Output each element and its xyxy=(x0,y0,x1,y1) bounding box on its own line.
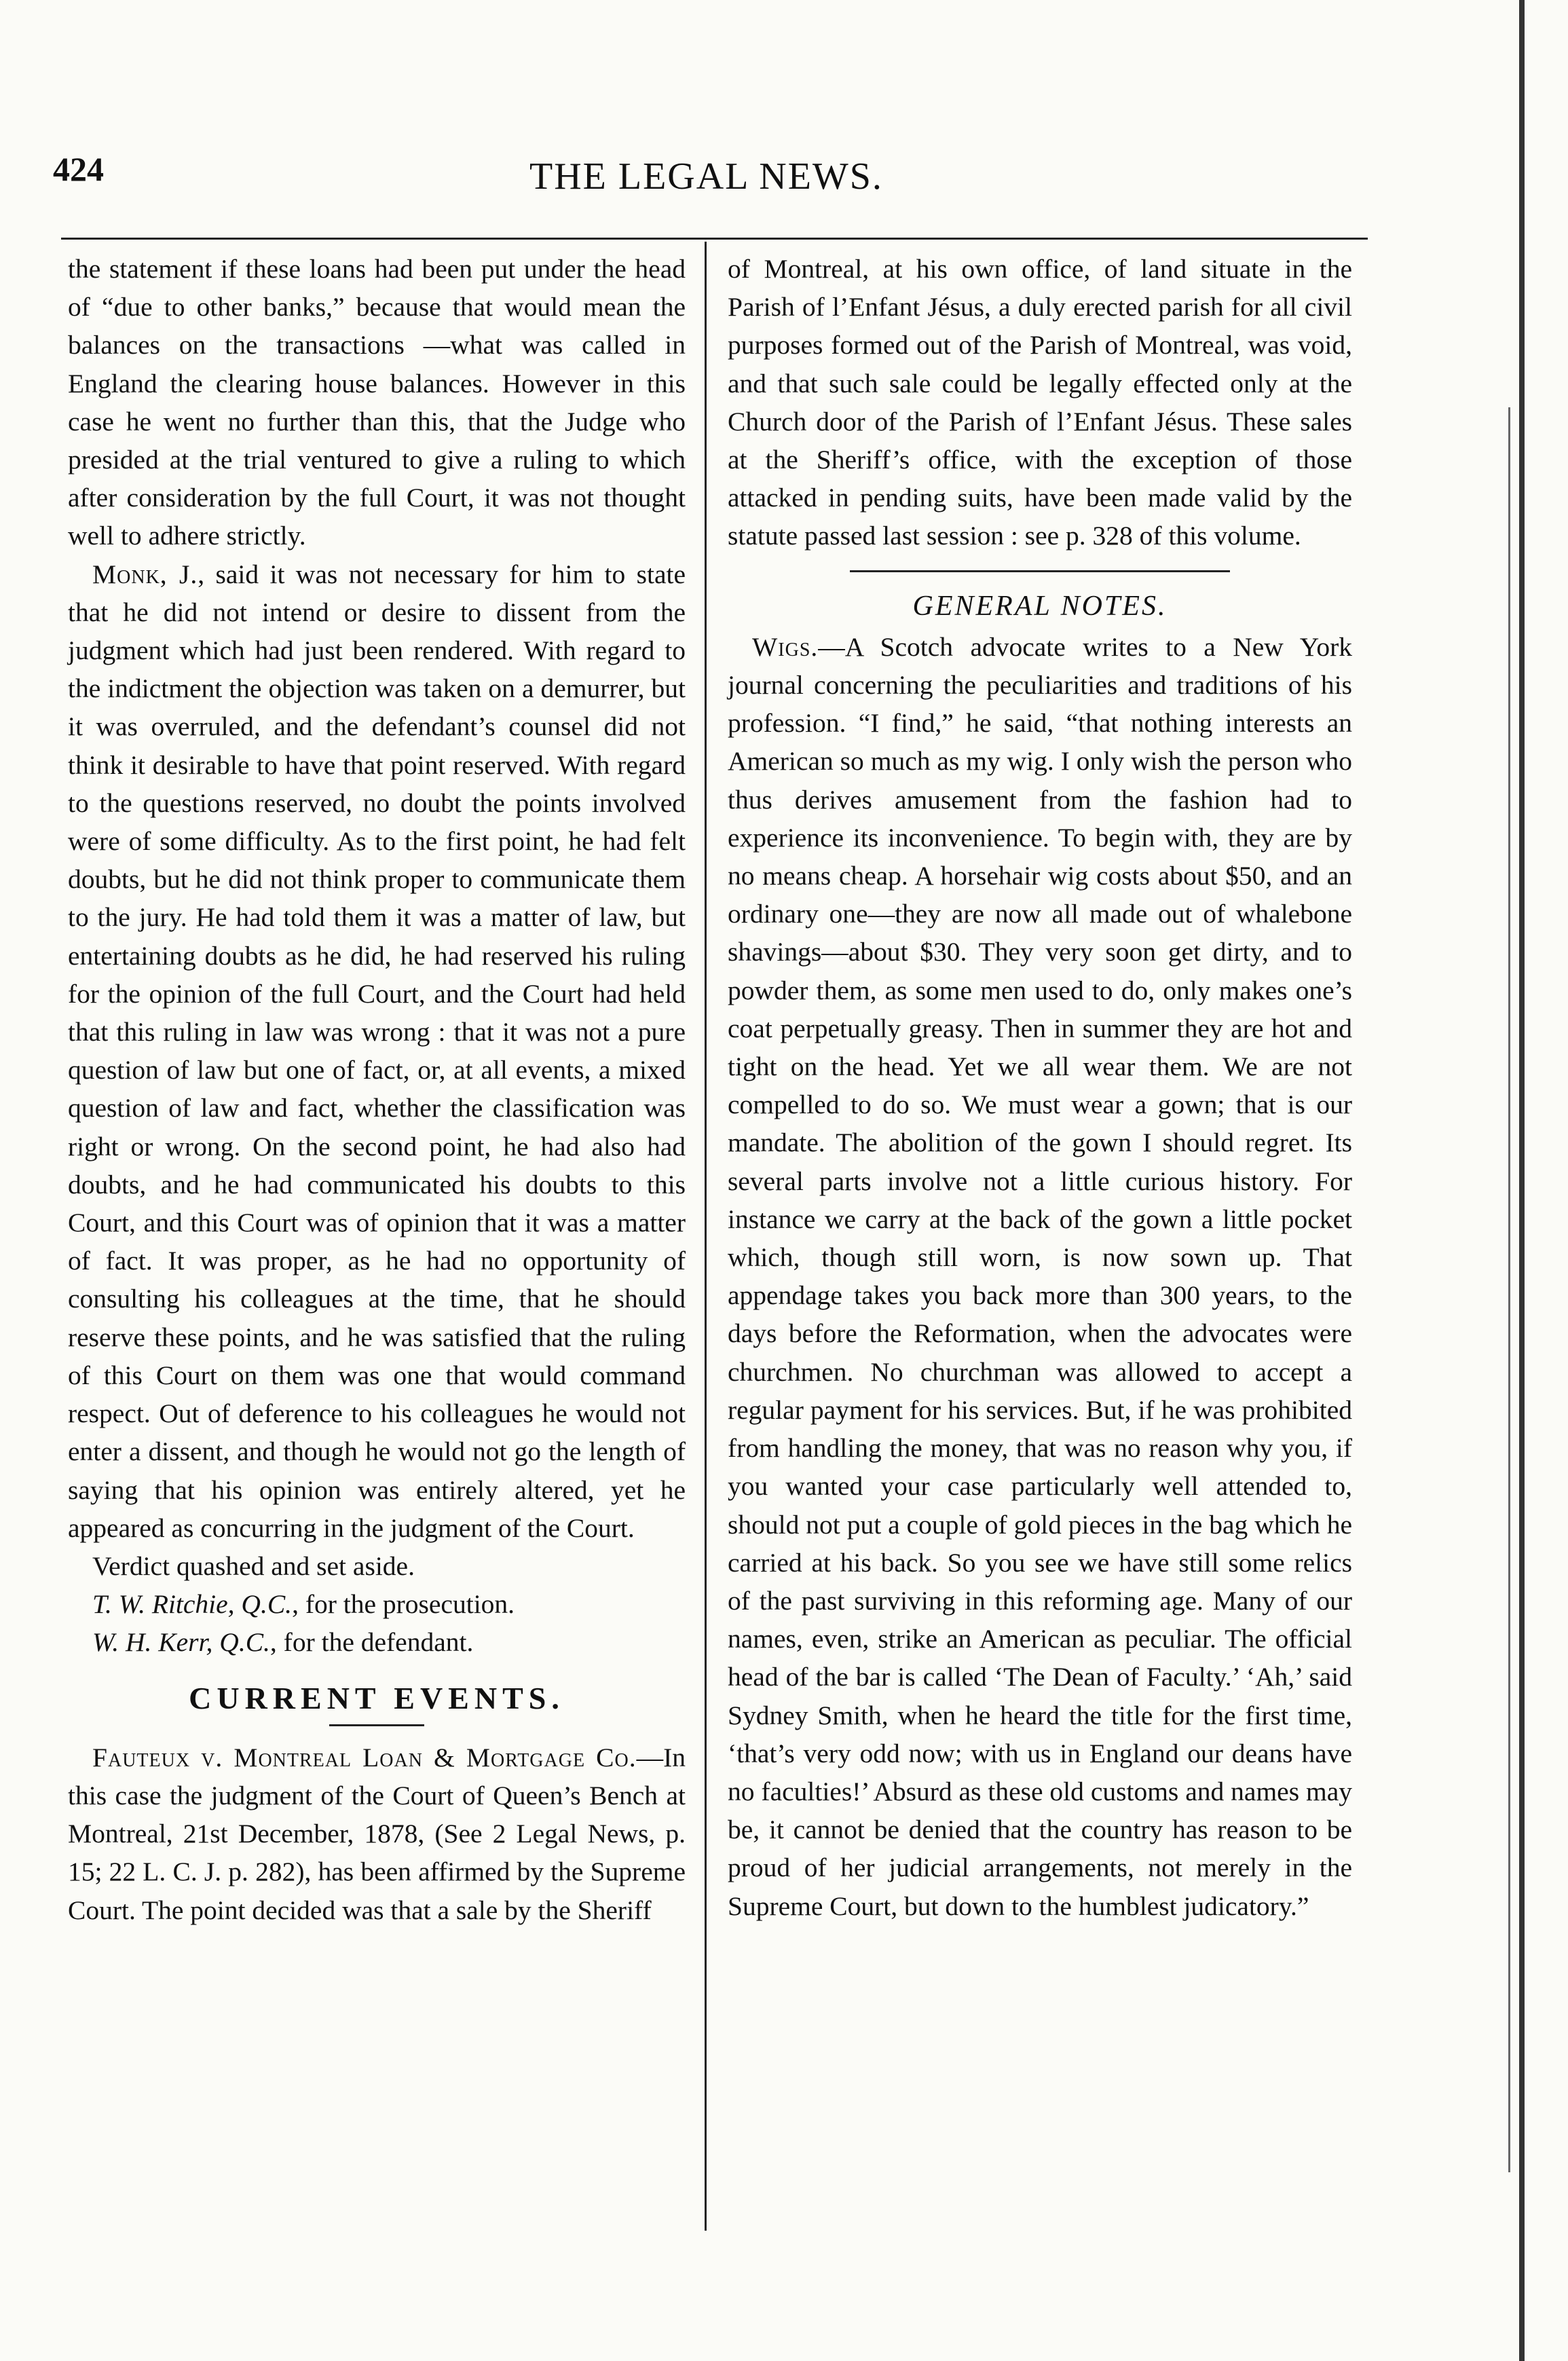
counsel-role: , for the defendant. xyxy=(269,1627,474,1658)
paragraph: the statement if these loans had been put under the head of “due to other banks,” because that would mean the balances on the transactions —what was called in England the clearing house balances. However in this case he went no further than this, that the Judge who presided at the trial ventured to give a ruling to which after consideration by the full Court, it was not thought well to adhere strictly. xyxy=(68,254,686,551)
counsel-role: , for the prosecution. xyxy=(292,1589,515,1620)
right-column xyxy=(728,250,1352,1925)
paragraph-text: , said it was not necessary for him to state that he did not intend or desire to dissent from the judgment which had just been rendered. With regard to the indictment the objection was taken on a demurrer, but it was overruled, and the defendant’s counsel did not think it desirable to have that point reserved. With regard to the questions reserved, no doubt the points involved were of some difficulty. As to the first point, he had felt doubts, but he did not think proper to communicate them to the jury. He had told them it was a matter of law, but entertaining doubts as he did, he had reserved his ruling for the opinion of the full Court, and the Court had held that this ruling in law was wrong : that it was not a pure question of law but one of fact, or, at all events, a mixed question of law and fact, whether the classification was right or wrong. On the second point, he had also had doubts, and he had communicated his doubts to this Court, and this Court was of opinion that it was a matter of fact. It was proper, as he had no opportunity of consulting his colleagues at the time, that he should reserve these points, and he was satisfied that the ruling of this Court on them was one that would command respect. Out of deference to his colleagues he would not enter a dissent, and though he would not go the length of saying that his opinion was entirely altered, yet he appeared as concurring in the judgment of the Court. xyxy=(68,559,686,1543)
section-rule xyxy=(850,570,1230,572)
paragraph: of Montreal, at his own office, of land situate in the Parish of l’Enfant Jésus, a duly erected parish for all civil purposes formed out of the Parish of Montreal, was void, and that such sale could be legally effected only at the Church door of the Parish of l’Enfant Jésus. These sales at the Sheriff’s office, with the exception of those attacked in pending suits, have been made valid by the statute passed last session : see p. 328 of this volume. xyxy=(728,254,1352,551)
judge-name: Monk, J. xyxy=(92,559,198,589)
left-column xyxy=(68,250,686,1929)
page-number: 424 xyxy=(53,150,104,188)
running-title: THE LEGAL NEWS. xyxy=(529,155,883,198)
column-divider xyxy=(705,242,707,2231)
paragraph xyxy=(728,628,1352,1925)
section-title: CURRENT EVENTS. xyxy=(189,1680,565,1715)
page-edge xyxy=(1519,0,1525,2361)
header-rule xyxy=(61,238,1368,240)
section-rule xyxy=(329,1724,424,1726)
page-edge-shadow xyxy=(1508,407,1510,2172)
verdict: Verdict quashed and set aside. xyxy=(92,1550,415,1581)
paragraph xyxy=(68,1739,686,1929)
counsel-line xyxy=(68,1585,686,1623)
section-title: GENERAL NOTES. xyxy=(912,590,1168,622)
paragraph-text: —A Scotch advocate writes to a New York journal concerning the peculiarities and traditions of his profession. “I find,” he said, “that nothing interests an American so much as my wig. I only wish the person who thus derives amusement from the fashion had to experience its inconvenience. To begin with, they are by no means cheap. A horsehair wig costs about $50, and an ordinary one—they are now all made out of whalebone shavings—about $30. They very soon get dirty, and to powder them, as some men used to do, only makes one’s coat perpetually greasy. Then in summer they are hot and tight on the head. Yet we all wear them. We are not compelled to do so. We must wear a gown; that is our mandate. The abolition of the gown I should regret. Its several parts involve not a little curious history. For instance we carry at the back of the gown a little pocket which, though still worn, is now sown up. That appendage takes you back more than 300 years, to the days before the Reformation, when the advocates were churchmen. No churchman was allowed to accept a regular payment for his services. But, if he was prohibited from handling the money, that was no reason why you, if you wanted your case particularly well attended to, should not put a couple of gold pieces in the bag which he carried at his back. So you see we have still some relics of the past surviving in this reforming age. Many of our names, even, strike an American as peculiar. The official head of the bar is called ‘The Dean of Faculty.’ ‘Ah,’ said Sydney Smith, when he heard the title for the first time, ‘that’s very odd now; with us in England our deans have no faculties!’ Absurd as these old customs and names may be, it cannot be denied that the country has reason to be proud of her judicial arrangements, not merely in the Supreme Court, but down to the humblest judicatory.” xyxy=(728,631,1352,1921)
paragraph-text: —In this case the judgment of the Court of Queen’s Bench at Montreal, 21st December, 1878, (See 2 Legal News, p. 15; 22 L. C. J. p. 282), has been affirmed by the Supreme Court. The point decided was that a sale by the Sheriff xyxy=(68,1742,686,1925)
case-name: Fauteux v. Montreal Loan & Mortgage Co. xyxy=(92,1742,637,1772)
counsel-name: W. H. Kerr, Q.C. xyxy=(92,1627,270,1658)
note-label: Wigs. xyxy=(752,631,819,662)
paragraph xyxy=(68,555,686,1547)
counsel-line xyxy=(68,1623,686,1661)
counsel-name: T. W. Ritchie, Q.C. xyxy=(92,1589,293,1620)
